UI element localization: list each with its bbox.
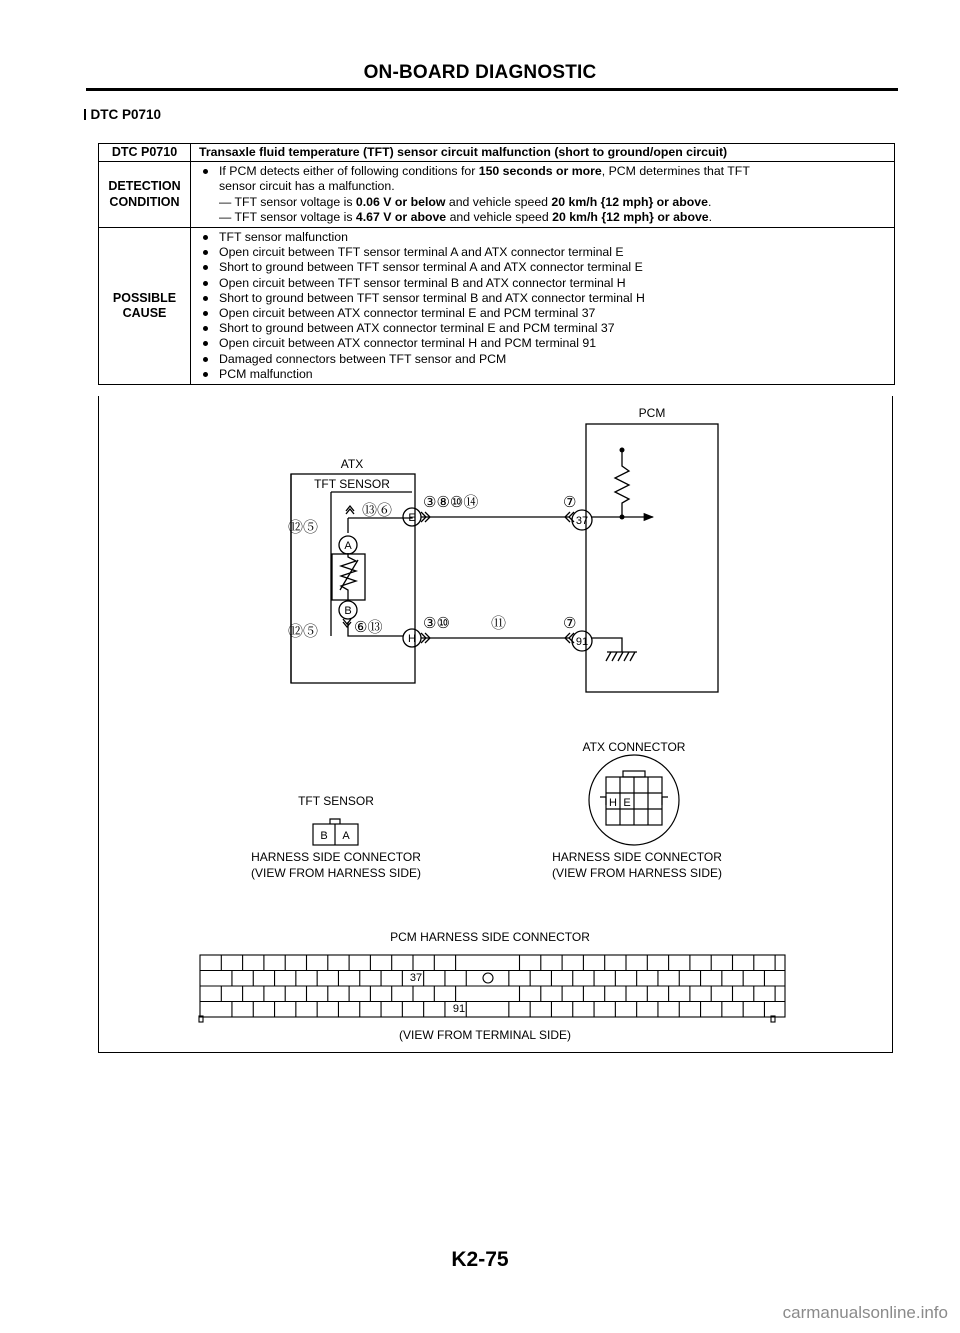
pcm-pin-37-label: 37 — [409, 972, 423, 984]
detection-text: , PCM determines that TFT — [601, 164, 750, 179]
ref-lower-left: ⑫⑤ — [288, 623, 319, 640]
ref-upper-wire: ③⑧⑩⑭ — [423, 494, 479, 511]
tft-connector-title: TFT SENSOR — [298, 794, 374, 808]
detection-label-line2: CONDITION — [109, 194, 180, 209]
ref-upper-pcm: ⑦ — [563, 494, 577, 511]
cause-label-line1: POSSIBLE — [112, 290, 177, 305]
ref-lower-wire-2: ⑪ — [491, 615, 507, 632]
detection-bold: 4.67 V or above — [355, 209, 447, 224]
tft-harness-line1: HARNESS SIDE CONNECTOR — [251, 850, 421, 864]
detection-bold: 20 km/h {12 mph} or above — [551, 194, 708, 209]
pcm-label: PCM — [638, 406, 666, 420]
pcm-connector-icon — [199, 955, 785, 1022]
pin-37-label: 37 — [575, 515, 589, 527]
pcm-view-label: (VIEW FROM TERMINAL SIDE) — [398, 1028, 572, 1042]
cause-item: Short to ground between TFT sensor terminal B and ATX connector terminal H — [201, 291, 886, 306]
pcm-ground-wire — [591, 638, 622, 652]
tft-sensor-label: TFT SENSOR — [314, 477, 390, 491]
watermark: carmanualsonline.info — [782, 1303, 948, 1322]
supply-node-icon — [620, 448, 625, 453]
ref-lower-wire: ③⑩ — [423, 615, 450, 632]
atx-harness-line1: HARNESS SIDE CONNECTOR — [552, 850, 722, 864]
cause-item: Open circuit between TFT sensor terminal A and ATX connector terminal E — [201, 245, 886, 260]
detection-line2: sensor circuit has a malfunction. — [219, 179, 395, 194]
pin-b-label: B — [344, 605, 352, 617]
cause-item: Short to ground between ATX connector terminal E and PCM terminal 37 — [201, 321, 886, 336]
cause-item: Open circuit between ATX connector terminal E and PCM terminal 37 — [201, 306, 886, 321]
ref-lower-pcm: ⑦ — [563, 615, 577, 632]
detection-text: and vehicle speed — [446, 209, 553, 224]
dtc-title-cell: Transaxle fluid temperature (TFT) sensor circuit malfunction (short to ground/open circuit) — [191, 144, 895, 162]
detection-bold: 150 seconds or more — [478, 164, 602, 179]
pcm-pullup-resistor-icon — [615, 450, 629, 517]
junction-node-icon — [620, 515, 625, 520]
cause-item: Open circuit between TFT sensor terminal B and ATX connector terminal H — [201, 276, 886, 291]
detection-text: . — [708, 209, 713, 224]
chevron-down-icon — [343, 619, 351, 627]
detection-bold: 20 km/h {12 mph} or above — [552, 209, 709, 224]
dtc-code-cell: DTC P0710 — [99, 144, 191, 162]
pcm-connector-title: PCM HARNESS SIDE CONNECTOR — [390, 930, 590, 944]
detection-text: . — [707, 194, 712, 209]
page-number: K2-75 — [451, 1248, 509, 1271]
atx-connector-title: ATX CONNECTOR — [582, 740, 686, 754]
detection-text: — TFT sensor voltage is — [219, 209, 356, 224]
cause-item: TFT sensor malfunction — [201, 230, 886, 245]
atx-connector-icon — [589, 755, 679, 845]
detection-text: If PCM detects either of following conditions for — [219, 164, 479, 179]
ground-icon — [606, 652, 637, 661]
tft-harness-line2: (VIEW FROM HARNESS SIDE) — [250, 866, 422, 880]
pcm-pin-91-label: 91 — [452, 1003, 466, 1015]
ref-lower-mid: ⑥⑬ — [354, 619, 383, 636]
pin-h-label: H — [408, 633, 416, 645]
atx-label: ATX — [340, 457, 364, 471]
cause-item: Open circuit between ATX connector terminal H and PCM terminal 91 — [201, 336, 886, 351]
pin-e-label: E — [408, 512, 416, 524]
chevron-up-icon — [346, 506, 354, 514]
section-title-text: DTC P0710 — [90, 107, 162, 122]
page-header: ON-BOARD DIAGNOSTIC — [363, 62, 597, 83]
ref-upper-mid: ⑬⑥ — [362, 502, 393, 519]
pin-a-label: A — [344, 540, 352, 552]
atx-harness-line2: (VIEW FROM HARNESS SIDE) — [551, 866, 723, 880]
detection-text: — TFT sensor voltage is — [219, 194, 356, 209]
cause-item: Damaged connectors between TFT sensor and PCM — [201, 352, 886, 367]
tft-pin-b-label: B — [320, 830, 328, 842]
detection-label-line1: DETECTION — [108, 179, 181, 194]
pcm-box — [586, 424, 718, 692]
atx-pin-h-label: H — [609, 797, 617, 809]
wire-a-to-e — [348, 517, 412, 533]
atx-pin-e-label: E — [623, 797, 631, 809]
cause-item: Short to ground between TFT sensor terminal A and ATX connector terminal E — [201, 260, 886, 275]
detection-text: and vehicle speed — [445, 194, 552, 209]
cause-item: PCM malfunction — [201, 367, 886, 382]
tft-pin-a-label: A — [342, 830, 350, 842]
pin-91-label: 91 — [575, 636, 589, 648]
ref-upper-left: ⑫⑤ — [288, 519, 319, 536]
detection-bold: 0.06 V or below — [355, 194, 446, 209]
cause-label-line2: CAUSE — [122, 306, 167, 321]
atx-box — [291, 474, 415, 683]
